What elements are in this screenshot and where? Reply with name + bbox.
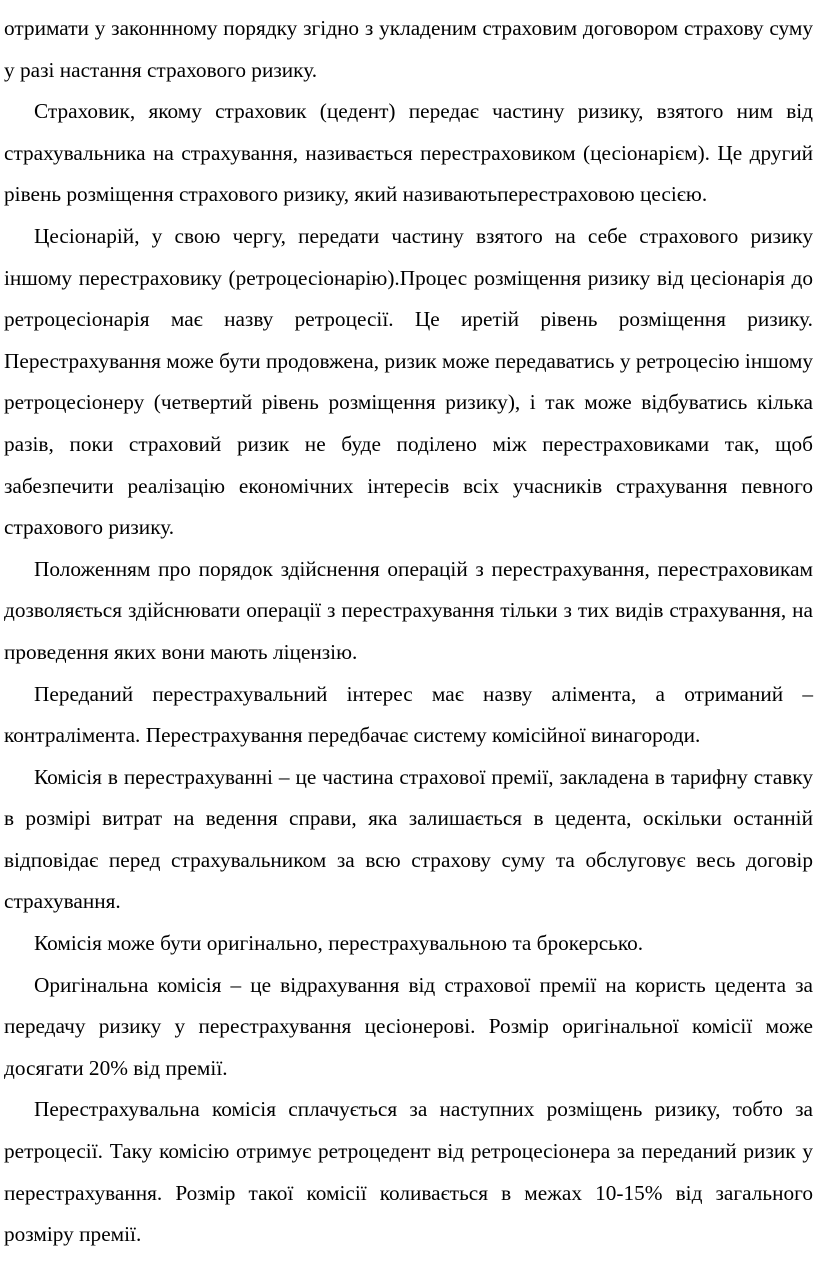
paragraph-4: Положенням про порядок здійснення операцій з перестрахування, перестраховикам дозволяється здійснювати операції з перестрахування тільки з тих видів страхування, на проведення яких вони мають ліцензію. — [4, 556, 813, 664]
paragraph-2: Страховик, якому страховик (цедент) передає частину ризику, взятого ним від страхувальника на страхування, називається перестраховиком (цесіонарієм). Це другий рівень розміщення страхового ризику, який називаютьперестраховою цесією. — [4, 99, 813, 207]
paragraph-7: Комісія може бути оригінально, перестрахувальною та брокерсько. — [34, 931, 644, 956]
paragraph-3: Цесіонарій, у свою чергу, передати частину взятого на себе страхового ризику іншому перестраховику (ретроцесіонарію).Процес розміщення ризику від цесіонарія до ретроцесіонарія має назву ретроцесії. Це иретій рівень розміщення ризику. Перестрахування може бути продовжена, ризик може передаватись у ретроцесію іншому ретроцесіонеру (четвертий рівень розміщення ризику), і так може відбуватись кілька разів, поки страховий ризик не буде поділено між перестраховиками так, щоб забезпечити реалізацію економічних інтересів всіх учасників страхування певного страхового ризику. — [4, 223, 813, 540]
paragraph-1: отримати у законнному порядку згідно з укладеним страховим договором страхову суму у разі настання страхового ризику. — [4, 16, 813, 82]
paragraph-9: Перестрахувальна комісія сплачується за наступних розміщень ризику, тобто за ретроцесії. Таку комісію отримує ретроцедент від ретроцесіонера за переданий ризик у перестрахування. Розмір такої комісії коливається в межах 10-15% від загального розміру премії. — [4, 1097, 813, 1247]
paragraph-8: Оригінальна комісія – це відрахування від страхової премії на користь цедента за передачу ризику у перестрахування цесіонерові. Розмір оригінальної комісії може досягати 20% від премії. — [4, 972, 813, 1080]
paragraph-5: Переданий перестрахувальний інтерес має назву алімента, а отриманий – контралімента. Перестрахування передбачає систему комісійної винагороди. — [4, 681, 813, 748]
paragraph-6: Комісія в перестрахуванні – це частина страхової премії, закладена в тарифну ставку в розмірі витрат на ведення справи, яка залишається в цедента, оскільки останній відповідає перед страхувальником за всю страхову суму та обслуговує весь договір страхування. — [4, 764, 813, 914]
